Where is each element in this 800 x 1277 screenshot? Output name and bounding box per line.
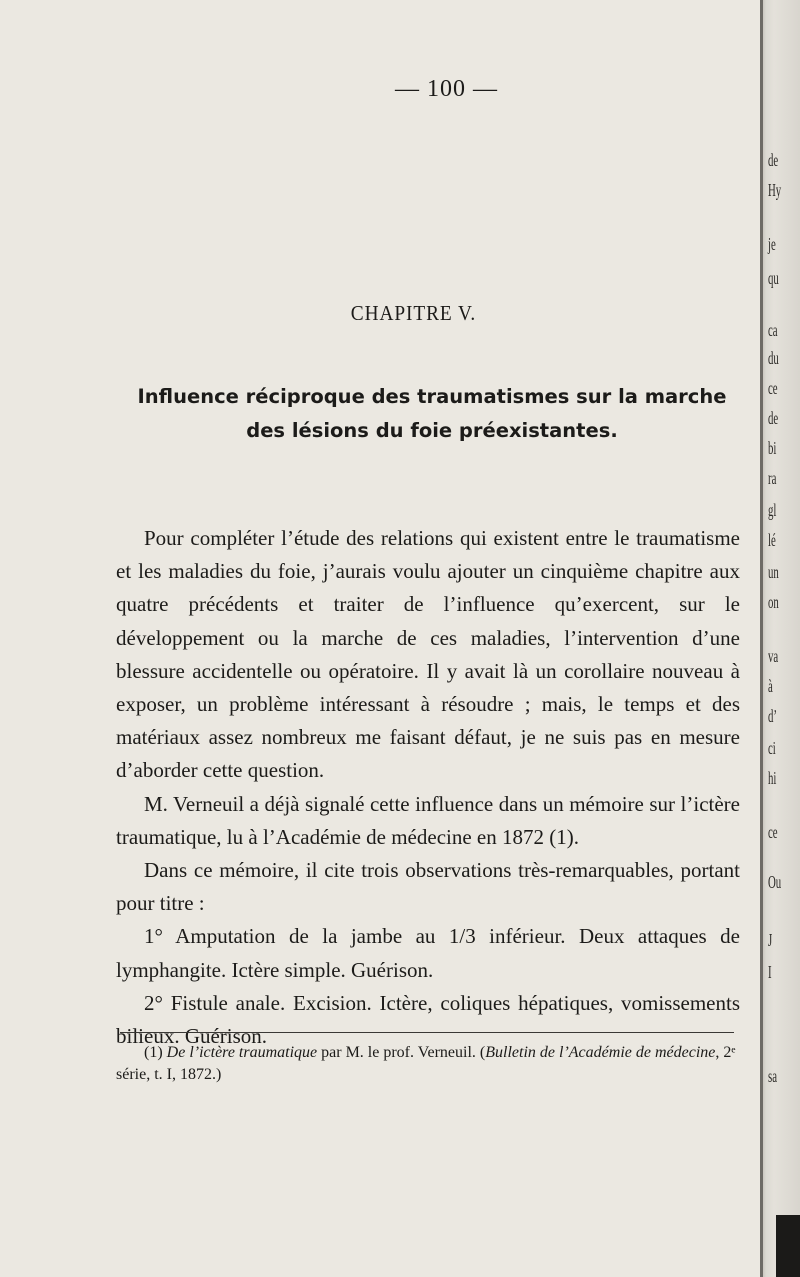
adjacent-page-fragment: de: [768, 408, 779, 428]
adjacent-page-fragment: gl: [768, 500, 777, 520]
paragraph: Pour compléter l’étude des relations qui existent entre le traumatisme et les maladies du foie, j’aurais voulu ajouter un cinquième chapitre aux quatre précédents et traiter de l’influence qu’exercent, sur le développement ou la marche de ces maladies, l’intervention d’une blessure accidentelle ou opératoire. Il y avait là un corollaire nouveau à exposer, un problème intéressant à résoudre ; mais, le temps et des matériaux assez nombreux me faisant défaut, je ne suis pas en mesure d’aborder cette question.: [116, 526, 740, 783]
adjacent-page-fragment: on: [768, 592, 779, 612]
adjacent-page-fragment: I: [768, 962, 772, 982]
adjacent-page-fragment: J: [768, 930, 773, 950]
footnote-divider: [120, 1032, 734, 1033]
paragraph: 1° Amputation de la jambe au 1/3 inférieur. Deux attaques de lymphangite. Ictère simple. Guérison.: [116, 924, 740, 982]
book-spine-shadow: [760, 0, 763, 1277]
adjacent-page-fragment: d’: [768, 706, 777, 726]
adjacent-page-fragment: ra: [768, 468, 777, 488]
chapter-heading: CHAPITRE V.: [350, 301, 477, 325]
page-corner-shadow: [776, 1215, 800, 1277]
page-number: — 100 —: [395, 76, 498, 102]
adjacent-page-fragment: ce: [768, 822, 778, 842]
adjacent-page-fragment: va: [768, 646, 779, 666]
adjacent-page-fragment: sa: [768, 1066, 777, 1086]
footnote-marker: (1): [144, 1044, 163, 1061]
adjacent-page-fragment: Ou: [768, 872, 782, 892]
paragraph: Dans ce mémoire, il cite trois observations très-remarquables, portant pour titre :: [116, 858, 740, 916]
adjacent-page-fragment: ce: [768, 378, 778, 398]
adjacent-page-edge: [760, 0, 800, 1277]
adjacent-page-fragment: à: [768, 676, 773, 696]
paragraph: M. Verneuil a déjà signalé cette influence dans un mémoire sur l’ictère traumatique, lu à l’Académie de médecine en 1872 (1).: [116, 791, 740, 849]
adjacent-page-fragment: de: [768, 150, 779, 170]
paragraph: 2° Fistule anale. Excision. Ictère, coliques hépatiques, vomissements bilieux. Guérison.: [116, 990, 740, 1049]
footnote-details: , 2ᵉ série, t. I, 1872.): [116, 1044, 736, 1083]
body-text: [116, 522, 740, 1053]
adjacent-page-fragment: je: [768, 234, 776, 254]
adjacent-page-fragment: du: [768, 348, 779, 368]
footnote-author: par M. le prof. Verneuil. (: [317, 1044, 486, 1061]
footnote-journal: Bulletin de l’Académie de médecine: [485, 1044, 716, 1061]
adjacent-page-fragment: lé: [768, 530, 776, 550]
adjacent-page-fragment: ca: [768, 320, 778, 340]
footnote-title: De l’ictère traumatique: [166, 1044, 318, 1061]
adjacent-page-fragment: qu: [768, 268, 779, 288]
footnote: [116, 1042, 746, 1086]
adjacent-page-fragment: ci: [768, 738, 776, 758]
adjacent-page-fragment: un: [768, 562, 779, 582]
chapter-title: Influence réciproque des traumatismes sur la marche des lésions du foie préexistantes.: [137, 385, 727, 442]
adjacent-page-fragment: hi: [768, 768, 777, 788]
adjacent-page-fragment: bi: [768, 438, 777, 458]
adjacent-page-fragment: Hy: [768, 180, 782, 200]
